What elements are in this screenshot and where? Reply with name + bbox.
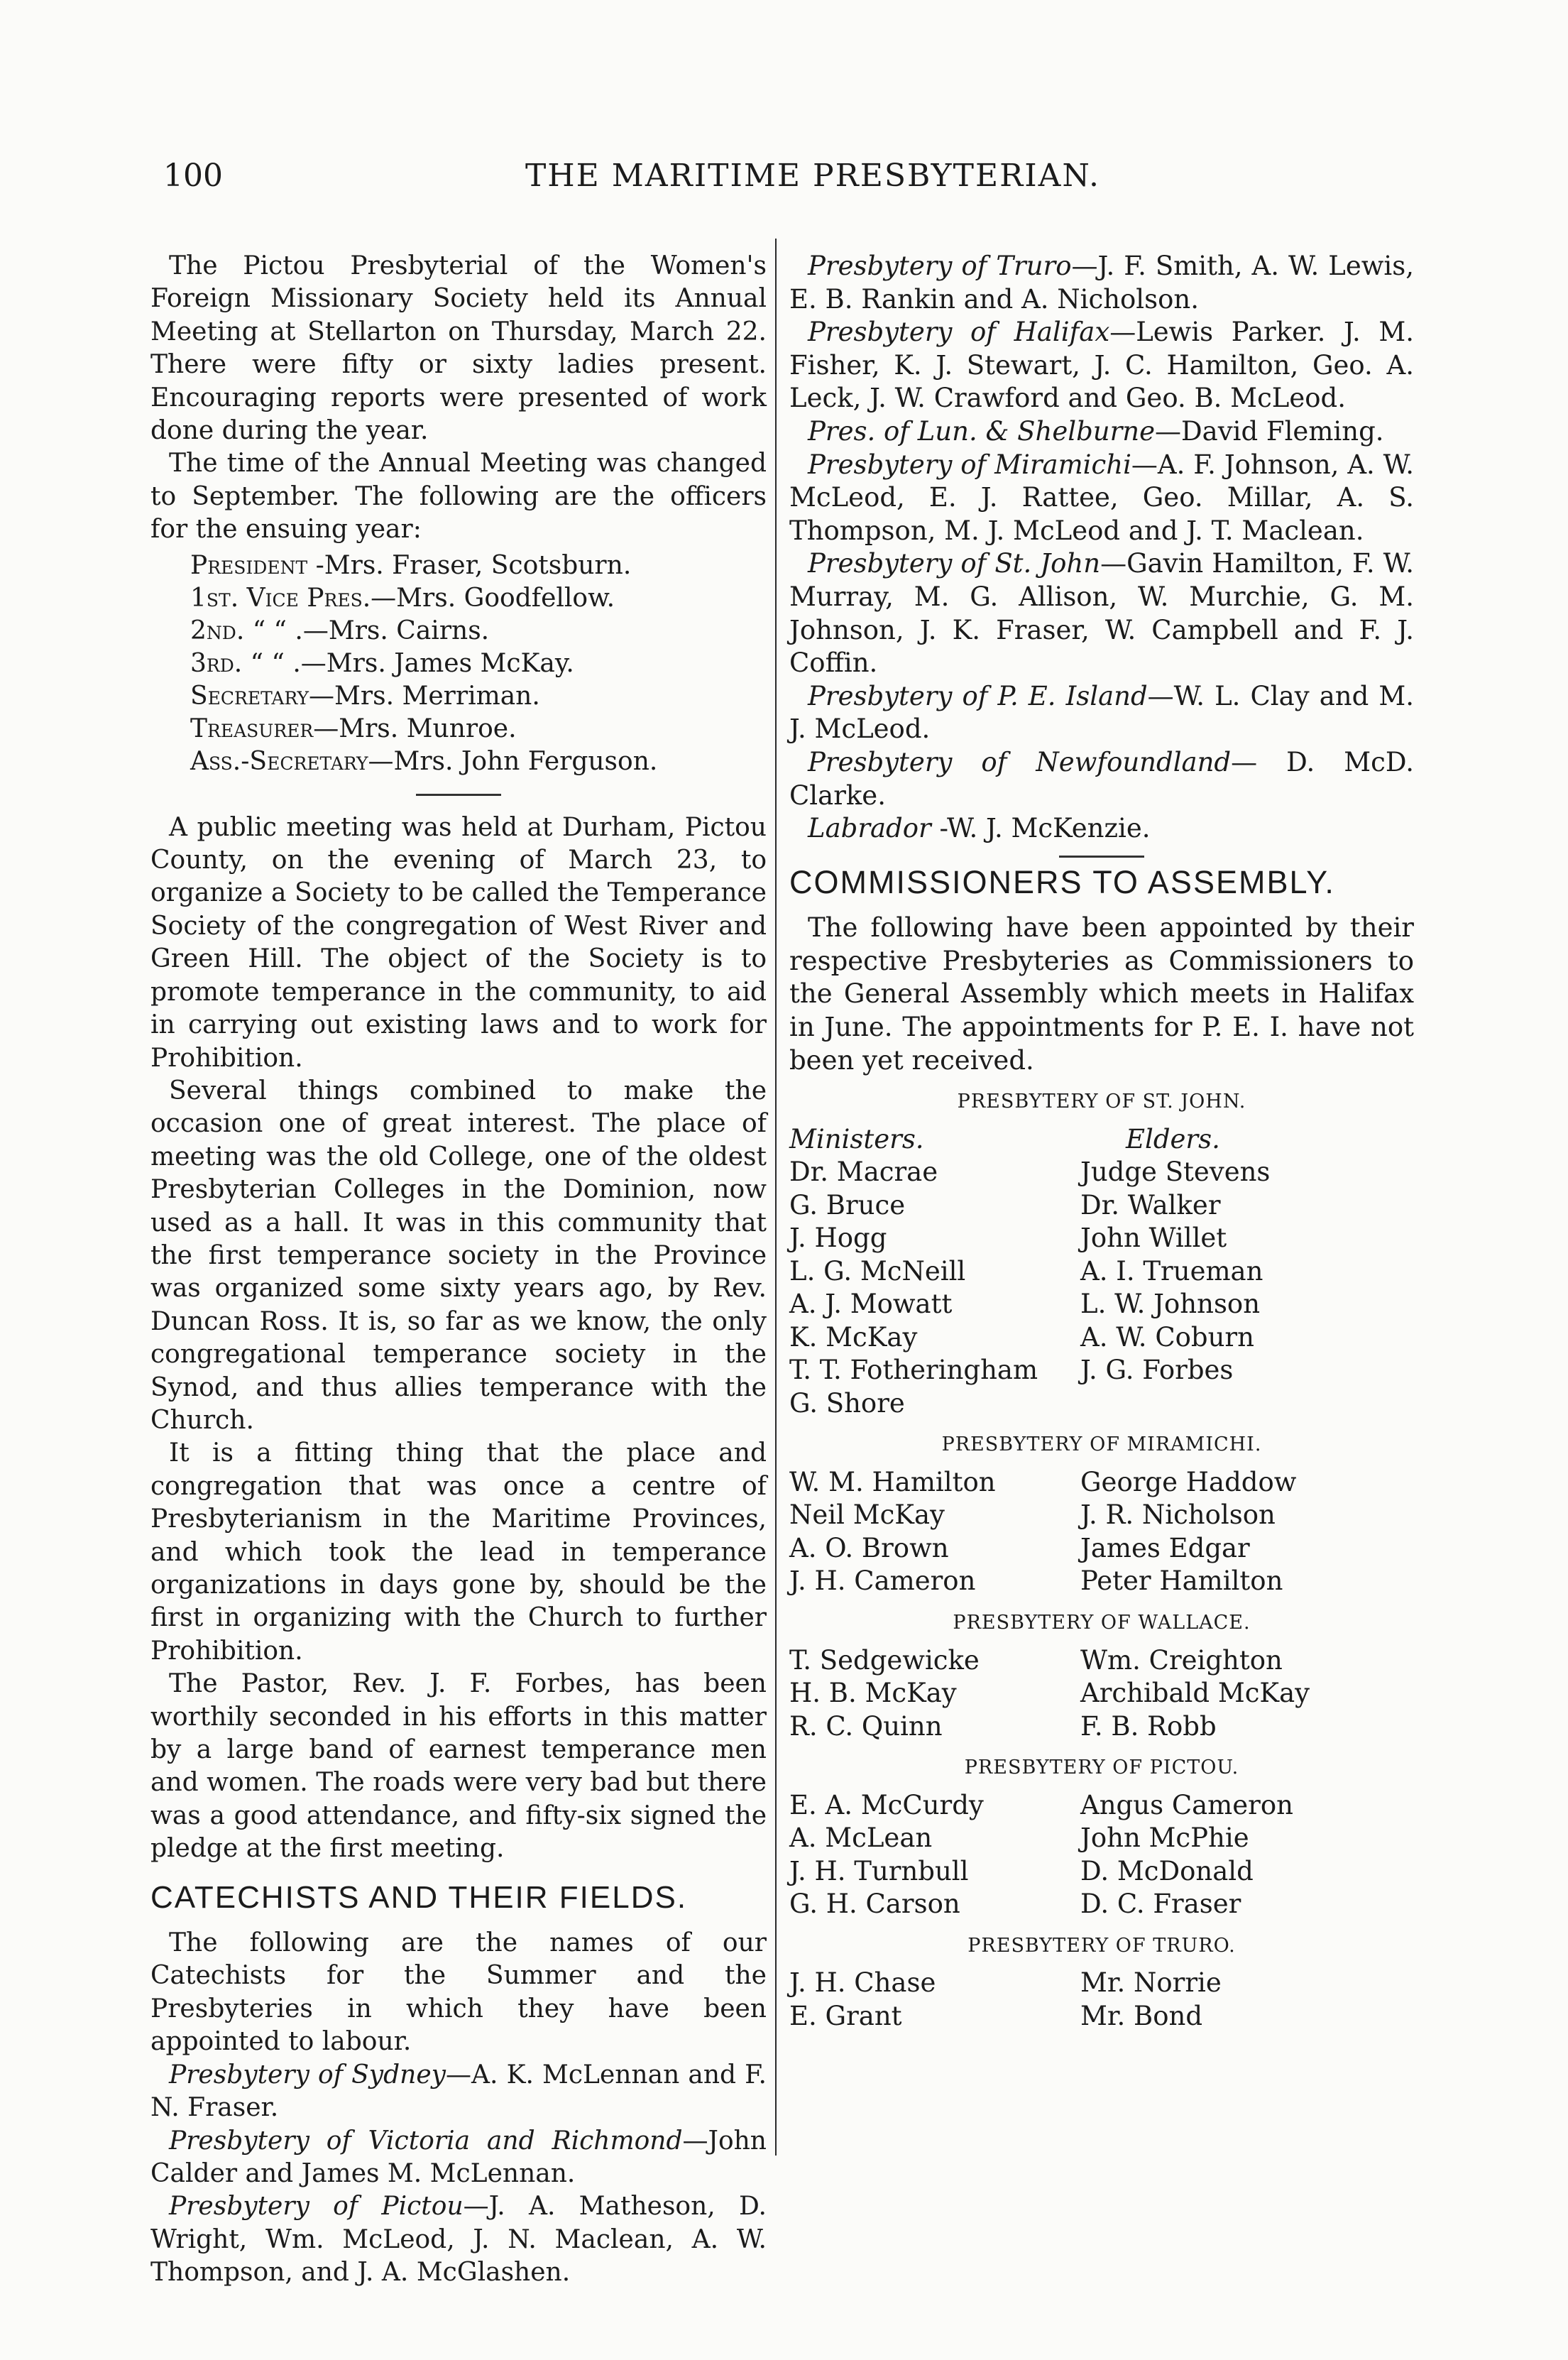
table-row: J. Hogg John Willet xyxy=(789,1223,1227,1254)
field-entry: Presbytery of Newfoundland— D. McD. Clarke. xyxy=(789,746,1414,811)
commissioners-table xyxy=(789,1466,1414,1598)
officer-line: 2nd. “ “ .—Mrs. Cairns. xyxy=(190,616,490,645)
table-row: J. H. Cameron Peter Hamilton xyxy=(789,1566,1283,1597)
table-row: Neil McKay J. R. Nicholson xyxy=(789,1499,1276,1531)
officer-line: Secretary—Mrs. Merriman. xyxy=(190,681,540,711)
paragraph: The time of the Annual Meeting was changed to September. The following are the officers for the ensuing year: xyxy=(150,449,767,545)
table-row: R. C. Quinn F. B. Robb xyxy=(789,1710,1217,1742)
page-number: 100 xyxy=(163,158,223,194)
field-entry: Presbytery of Victoria and Richmond—John Calder and James M. McLennan. xyxy=(150,2126,767,2188)
table-row: G. Bruce Dr. Walker xyxy=(789,1189,1221,1220)
table-row: T. Sedgewicke Wm. Creighton xyxy=(789,1644,1283,1676)
field-entry: Presbytery of Truro—J. F. Smith, A. W. Lewis, E. B. Rankin and A. Nicholson. xyxy=(789,251,1415,315)
table-row: A. O. Brown James Edgar xyxy=(789,1532,1250,1563)
right-column xyxy=(789,250,1414,2033)
running-title: THE MARITIME PRESBYTERIAN. xyxy=(525,158,1101,194)
presbytery-heading: PRESBYTERY OF MIRAMICHI. xyxy=(941,1433,1262,1456)
section-separator xyxy=(416,794,501,796)
table-row: G. H. Carson D. C. Fraser xyxy=(789,1889,1241,1920)
field-entry: Presbytery of P. E. Island—W. L. Clay and M. J. McLeod. xyxy=(789,680,1414,745)
commissioners-table xyxy=(789,1123,1414,1421)
presbytery-heading: PRESBYTERY OF ST. JOHN. xyxy=(957,1091,1246,1113)
paragraph: Several things combined to make the occasion one of great interest. The place of meeting was the old College, one of the oldest Presbyterian Colleges in the Dominion, now used as a hall. It was in this community that the first temperance society in the Province was organized some sixty years ago, by Rev. Duncan Ross. It is, so far as we know, the only congregational temperance society in the Synod, and thus allies temperance with the Church. xyxy=(150,1076,767,1435)
paragraph: A public meeting was held at Durham, Pictou County, on the evening of March 23, to organize a Society to be called the Temperance Society of the congregation of West River and Green Hill. The object of the Society is to promote temperance in the community, to aid in carrying out existing laws and to work for Prohibition. xyxy=(150,812,767,1073)
field-entry: Presbytery of Halifax—Lewis Parker. J. M. Fisher, K. J. Stewart, J. C. Hamilton, Geo. A. Leck, J. W. Crawford and Geo. B. McLeod. xyxy=(789,317,1415,414)
paragraph: It is a fitting thing that the place and congregation that was once a centre of Presbyterianism in the Maritime Provinces, and which took the lead in temperance organizations in days gone by, should be the first in organizing with the Church to further Prohibition. xyxy=(150,1438,767,1666)
table-header-row xyxy=(789,1123,1414,1157)
ministers-label: Ministers. xyxy=(789,1123,924,1154)
table-row: H. B. McKay Archibald McKay xyxy=(789,1678,1310,1709)
officers-list xyxy=(190,550,767,778)
paragraph: The Pictou Presbyterial of the Women's Foreign Missionary Society held its Annual Meeting at Stellarton on Thursday, March 22. There were fifty or sixty ladies present. Encouraging reports were presented of work done during the year. xyxy=(150,251,767,446)
section-separator xyxy=(1059,856,1144,858)
table-row: E. Grant Mr. Bond xyxy=(789,2000,1203,2031)
paragraph: The Pastor, Rev. J. F. Forbes, has been worthily seconded in his efforts in this matter by a large band of earnest temperance men and women. The roads were very bad but there was a good attendance, and fifty-six signed the pledge at the first meeting. xyxy=(150,1669,767,1864)
field-entry: Presbytery of Pictou—J. A. Matheson, D. Wright, Wm. McLeod, J. N. Maclean, A. W. Thompson, and J. A. McGlashen. xyxy=(150,2192,767,2288)
elders-label: Elders. xyxy=(1126,1123,1220,1154)
paragraph: The following have been appointed by their respective Presbyteries as Commissioners to the General Assembly which meets in Halifax in June. The appointments for P. E. I. have not been yet received. xyxy=(789,912,1414,1076)
table-row: Dr. Macrae Judge Stevens xyxy=(789,1157,1271,1188)
table-row: L. G. McNeill A. I. Trueman xyxy=(789,1255,1263,1286)
field-entry: Presbytery of St. John—Gavin Hamilton, F. W. Murray, M. G. Allison, W. Murchie, G. M. Johnson, J. K. Fraser, W. Campbell and F. J. Coffin. xyxy=(789,548,1414,679)
field-entry: Presbytery of Sydney—A. K. McLennan and F. N. Fraser. xyxy=(150,2060,767,2123)
table-row: J. H. Chase Mr. Norrie xyxy=(789,1967,1222,1999)
section-heading-catechists: CATECHISTS AND THEIR FIELDS. xyxy=(150,1879,688,1915)
officer-line: 1st. Vice Pres.—Mrs. Goodfellow. xyxy=(190,583,615,613)
page-header xyxy=(163,158,1462,203)
officer-line: Treasurer—Mrs. Munroe. xyxy=(190,714,517,743)
presbytery-heading: PRESBYTERY OF TRURO. xyxy=(967,1934,1236,1957)
paragraph: The following are the names of our Catechists for the Summer and the Presbyteries in which they have been appointed to labour. xyxy=(150,1928,767,2057)
presbytery-heading: PRESBYTERY OF PICTOU. xyxy=(964,1757,1239,1779)
commissioners-table xyxy=(789,1789,1414,1921)
table-row: K. McKay A. W. Coburn xyxy=(789,1321,1254,1353)
table-row: W. M. Hamilton George Haddow xyxy=(789,1466,1297,1497)
field-entry: Presbytery of Miramichi—A. F. Johnson, A. W. McLeod, E. J. Rattee, Geo. Millar, A. S. Thompson, M. J. McLeod and J. T. Maclean. xyxy=(789,449,1414,546)
field-entry: Pres. of Lun. & Shelburne—David Fleming. xyxy=(808,415,1384,447)
column-divider xyxy=(775,239,777,2156)
table-row: J. H. Turnbull D. McDonald xyxy=(789,1855,1254,1886)
commissioners-table xyxy=(789,1644,1414,1744)
officer-line: 3rd. “ “ .—Mrs. James McKay. xyxy=(190,648,574,678)
officer-line: Ass.-Secretary—Mrs. John Ferguson. xyxy=(190,746,658,776)
table-row: A. J. Mowatt L. W. Johnson xyxy=(789,1289,1261,1320)
field-entry: Labrador -W. J. McKenzie. xyxy=(808,813,1151,844)
section-heading-commissioners: COMMISSIONERS TO ASSEMBLY. xyxy=(789,863,1335,900)
presbytery-heading: PRESBYTERY OF WALLACE. xyxy=(953,1611,1251,1634)
table-row: T. T. Fotheringham J. G. Forbes xyxy=(789,1355,1234,1386)
table-row: E. A. McCurdy Angus Cameron xyxy=(789,1789,1293,1820)
commissioners-table xyxy=(789,1967,1414,2033)
left-column xyxy=(150,250,767,2290)
table-row: G. Shore xyxy=(789,1387,905,1419)
table-row: A. McLean John McPhie xyxy=(789,1823,1249,1854)
officer-line: President -Mrs. Fraser, Scotsburn. xyxy=(190,550,632,580)
